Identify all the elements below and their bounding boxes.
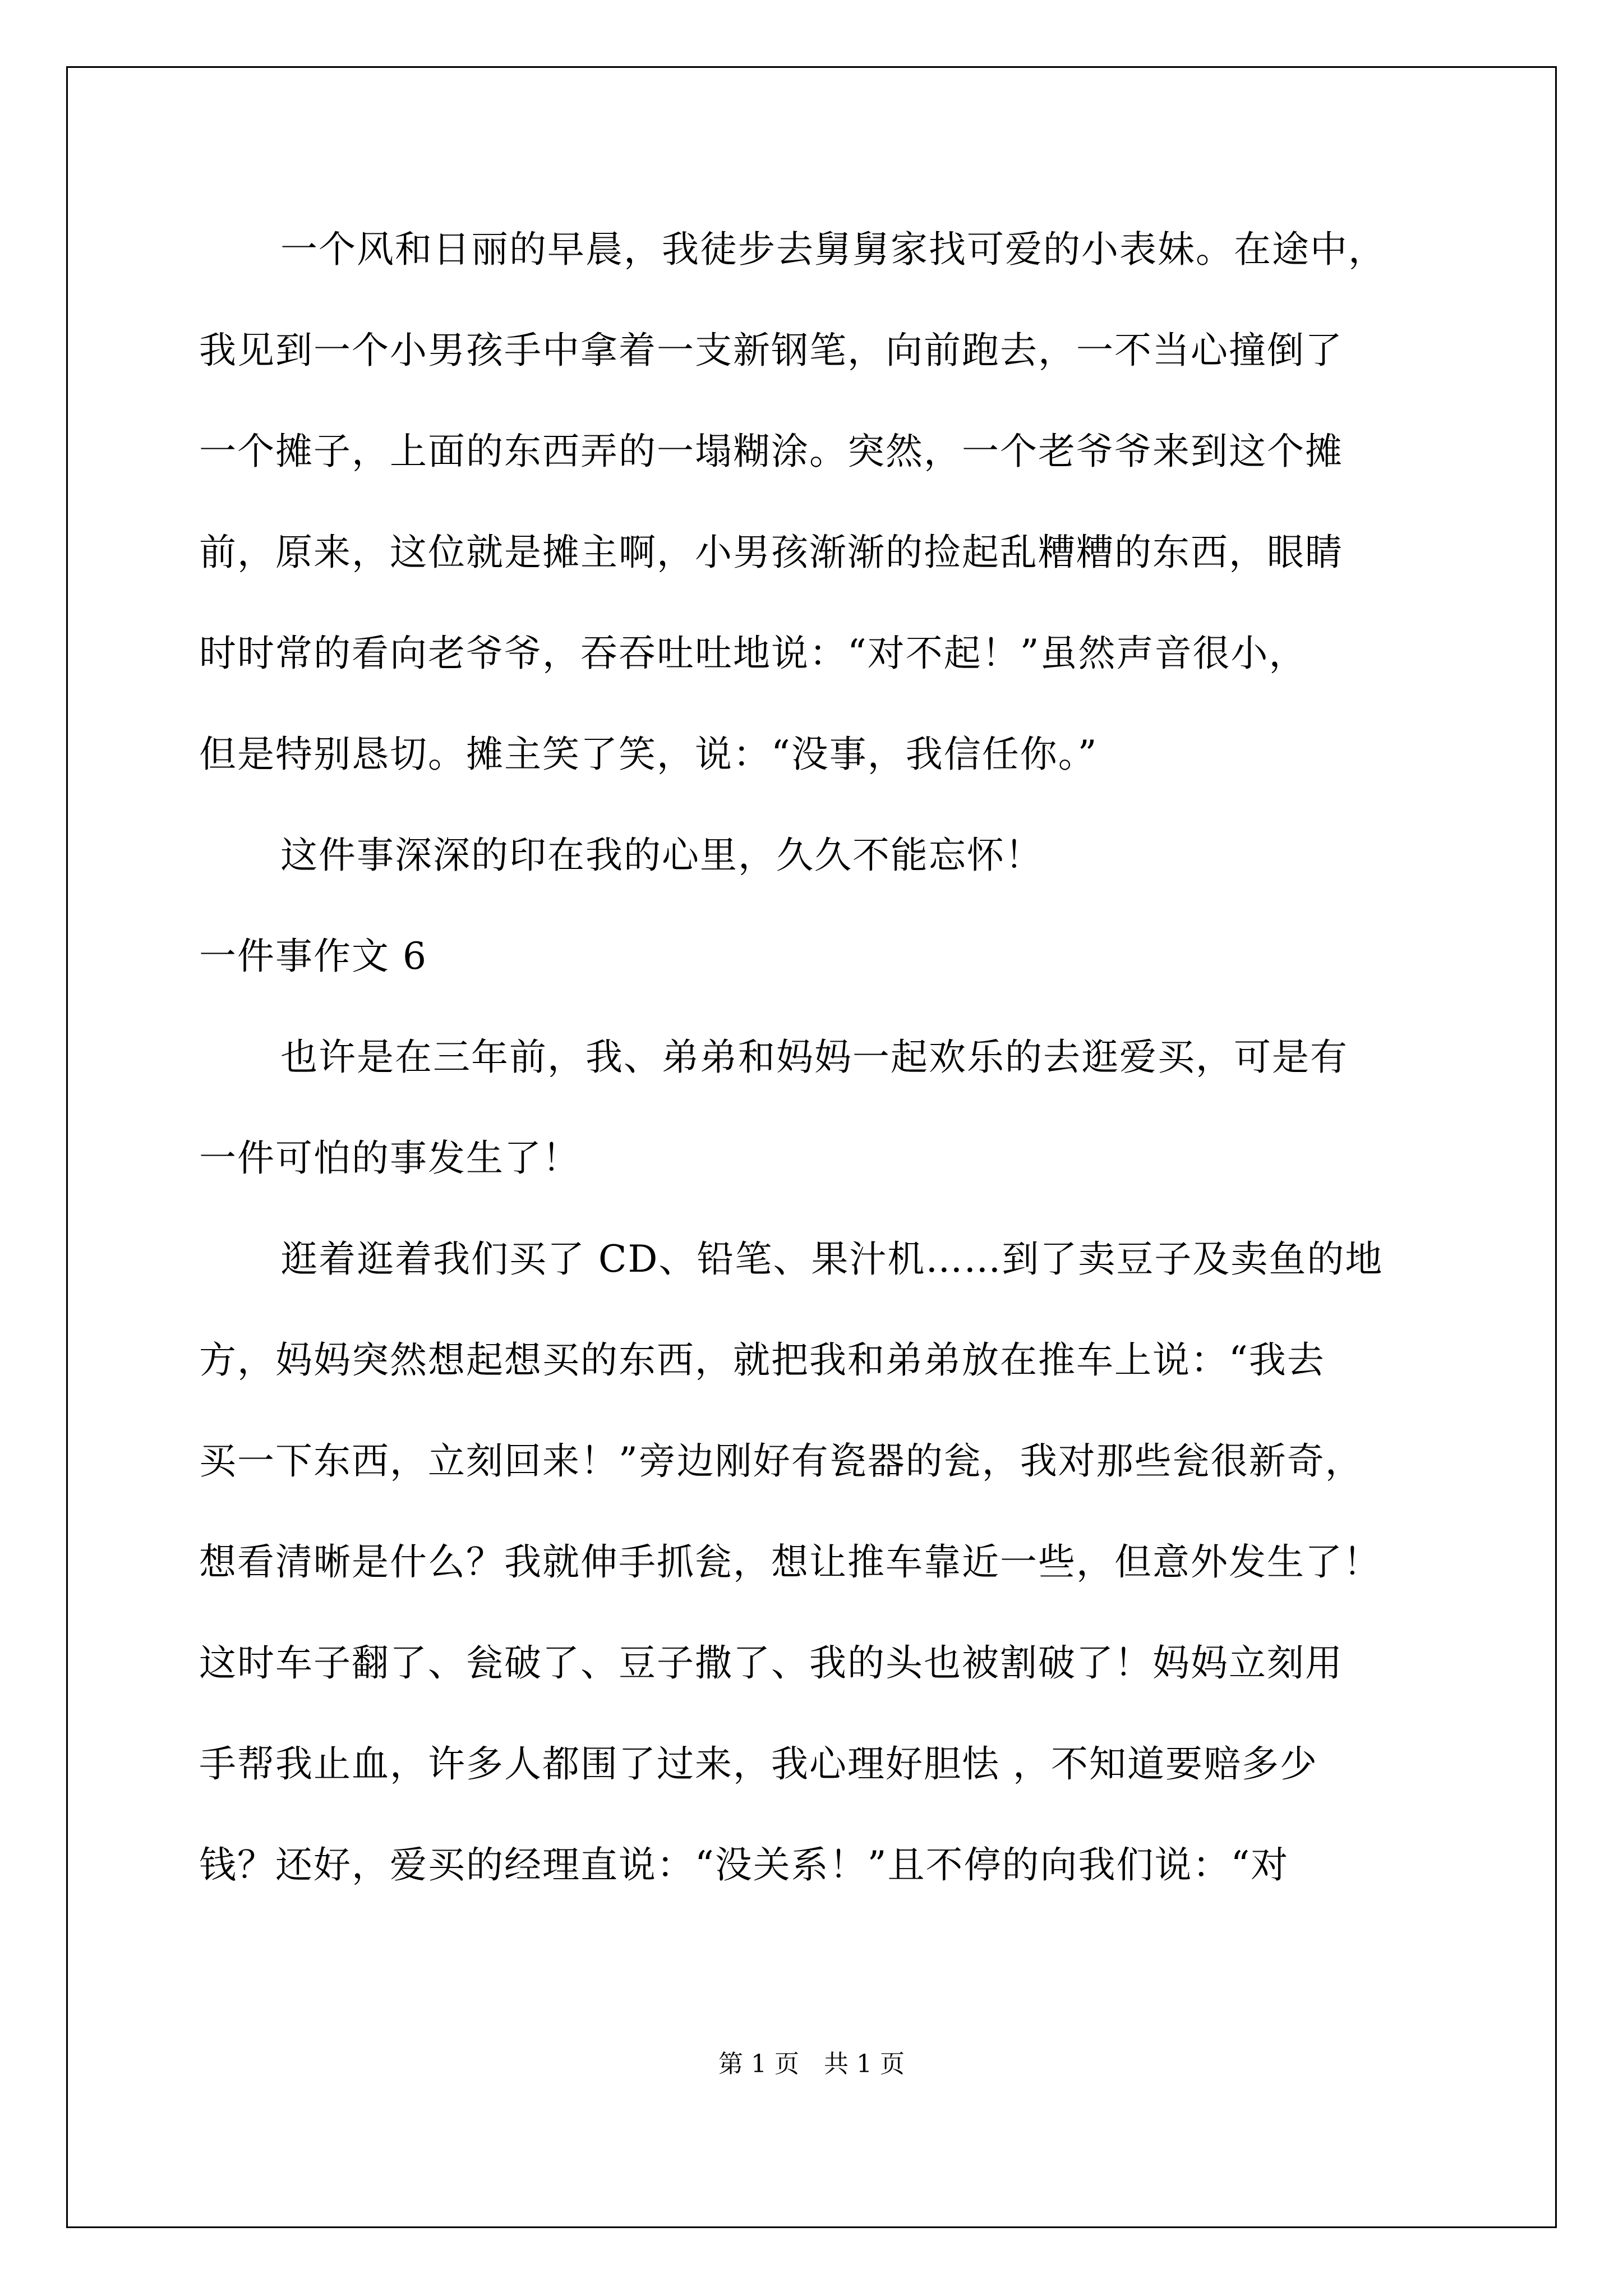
paragraph-line: 我见到一个小男孩手中拿着一支新钢笔，向前跑去，一不当心撞倒了 — [199, 329, 1343, 372]
section-heading: 一件事作文 6 — [199, 935, 427, 978]
paragraph-line: 前，原来，这位就是摊主啊，小男孩渐渐的捡起乱糟糟的东西，眼睛 — [199, 531, 1343, 574]
paragraph-line: 一个风和日丽的早晨，我徒步去舅舅家找可爱的小表妹。在途中， — [280, 228, 1386, 271]
paragraph-line: 但是特别恳切。摊主笑了笑，说：“没事，我信任你。” — [199, 733, 1098, 776]
paragraph-line: 手帮我止血，许多人都围了过来，我心理好胆怯 ，不知道要赔多少 — [199, 1742, 1318, 1786]
paragraph-line: 这时车子翻了、瓮破了、豆子撒了、我的头也被割破了！妈妈立刻用 — [199, 1641, 1343, 1685]
paragraph-line: 时时常的看向老爷爷，吞吞吐吐地说：“对不起！”虽然声音很小， — [199, 632, 1307, 675]
page-number-footer: 第 1 页 共 1 页 — [718, 2050, 905, 2078]
paragraph-line: 方，妈妈突然想起想买的东西，就把我和弟弟放在推车上说：“我去 — [199, 1338, 1325, 1382]
paragraph-line: 买一下东西，立刻回来！”旁边刚好有瓷器的瓮，我对那些瓮很新奇， — [199, 1439, 1363, 1483]
paragraph-line: 想看清晰是什么？我就伸手抓瓮，想让推车靠近一些，但意外发生了！ — [199, 1540, 1381, 1584]
paragraph-line: 一个摊子，上面的东西弄的一塌糊涂。突然，一个老爷爷来到这个摊 — [199, 430, 1343, 473]
paragraph-line: 一件可怕的事发生了！ — [199, 1137, 580, 1180]
paragraph-line: 钱？还好，爱买的经理直说：“没关系！”且不停的向我们说：“对 — [199, 1843, 1289, 1887]
paragraph-line: 这件事深深的印在我的心里，久久不能忘怀！ — [280, 834, 1043, 877]
paragraph-line: 逛着逛着我们买了 CD、铅笔、果汁机……到了卖豆子及卖鱼的地 — [280, 1237, 1384, 1281]
paragraph-line: 也许是在三年前，我、弟弟和妈妈一起欢乐的去逛爱买，可是有 — [280, 1036, 1348, 1079]
